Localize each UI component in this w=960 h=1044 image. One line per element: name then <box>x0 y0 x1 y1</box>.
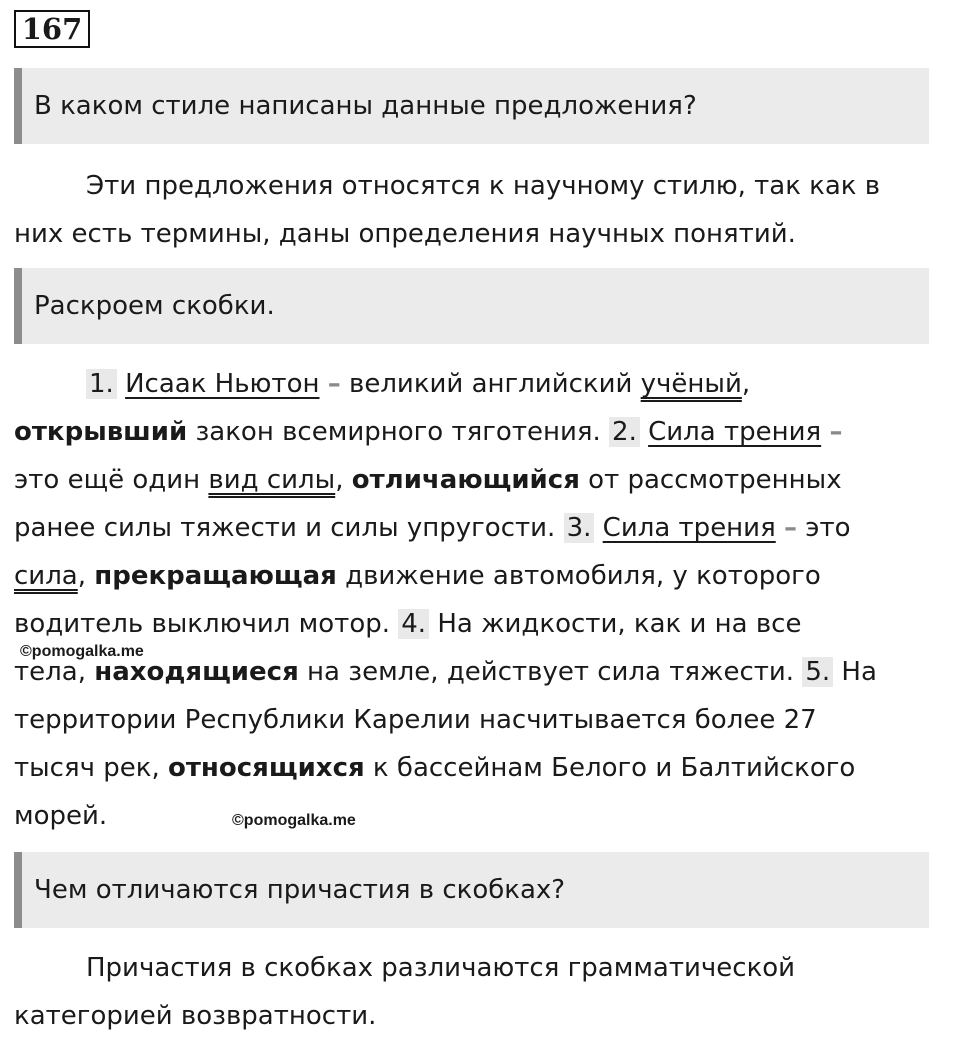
participle: открывший <box>14 417 188 447</box>
sentence-number: 1. <box>86 369 117 399</box>
text: движение автомобиля, у которого <box>336 561 821 591</box>
text: к бассейнам Белого и Балтийского <box>364 753 856 783</box>
answer-difference <box>14 944 949 1040</box>
participle: относящихся <box>167 753 365 783</box>
participle: находящиеся <box>94 657 299 687</box>
answer-sentences <box>14 360 949 840</box>
comma: , <box>335 465 344 495</box>
subject: Исаак Ньютон <box>125 369 320 399</box>
text: на земле, действует сила тяжести. <box>298 657 803 687</box>
question-text: В каком стиле написаны данные предложения? <box>34 91 697 121</box>
text-line <box>14 648 949 696</box>
text-line <box>14 408 949 456</box>
answer-line: Эти предложения относятся к научному стилю, так как в <box>86 171 881 201</box>
question-text: Раскроем скобки. <box>34 291 275 321</box>
predicate: вид силы <box>208 465 336 495</box>
comma: , <box>741 369 751 399</box>
text-line: морей. <box>14 801 108 831</box>
dash: – <box>784 513 797 543</box>
question-difference <box>14 852 929 928</box>
dash: – <box>327 369 341 399</box>
subject: Сила трения <box>602 513 776 543</box>
answer-line: Причастия в скобках различаются грамматической <box>86 953 796 983</box>
text-line <box>14 552 949 600</box>
comma: , <box>77 561 87 591</box>
text: от рассмотренных <box>579 465 842 495</box>
text-line <box>14 600 949 648</box>
dash: – <box>829 417 843 447</box>
text: тысяч рек, <box>14 753 168 783</box>
task-number: 167 <box>14 10 90 48</box>
sentence-number: 4. <box>398 609 429 639</box>
participle: отличающийся <box>351 465 580 495</box>
text: это <box>797 513 851 543</box>
text: ранее силы тяжести и силы упругости. <box>14 513 564 543</box>
predicate: сила <box>14 561 78 591</box>
text-line: территории Республики Карелии насчитывается более 27 <box>14 705 817 735</box>
text-line <box>14 504 949 552</box>
text: это ещё один <box>14 465 209 495</box>
text-line <box>14 744 949 792</box>
participle: прекращающая <box>94 561 337 591</box>
text: великий английский <box>340 369 641 399</box>
answer-line: категорией возвратности. <box>14 1001 377 1031</box>
subject: Сила трения <box>648 417 822 447</box>
question-style <box>14 68 929 144</box>
watermark: ©pomogalka.me <box>20 643 144 660</box>
text: закон всемирного тяготения. <box>187 417 610 447</box>
sentence-number: 3. <box>564 513 595 543</box>
text: водитель выключил мотор. <box>14 609 399 639</box>
answer-line: них есть термины, даны определения научных понятий. <box>14 219 796 249</box>
sentence-number: 5. <box>802 657 833 687</box>
question-brackets <box>14 268 929 344</box>
watermark: ©pomogalka.me <box>232 812 356 829</box>
sentence-number: 2. <box>609 417 640 447</box>
question-text: Чем отличаются причастия в скобках? <box>34 875 566 905</box>
predicate: учёный <box>640 369 742 399</box>
text: На жидкости, как и на все <box>429 609 802 639</box>
text-line <box>14 456 949 504</box>
text-line <box>14 360 949 408</box>
answer-style <box>14 162 949 258</box>
text: тела, <box>14 657 95 687</box>
text: На <box>833 657 877 687</box>
